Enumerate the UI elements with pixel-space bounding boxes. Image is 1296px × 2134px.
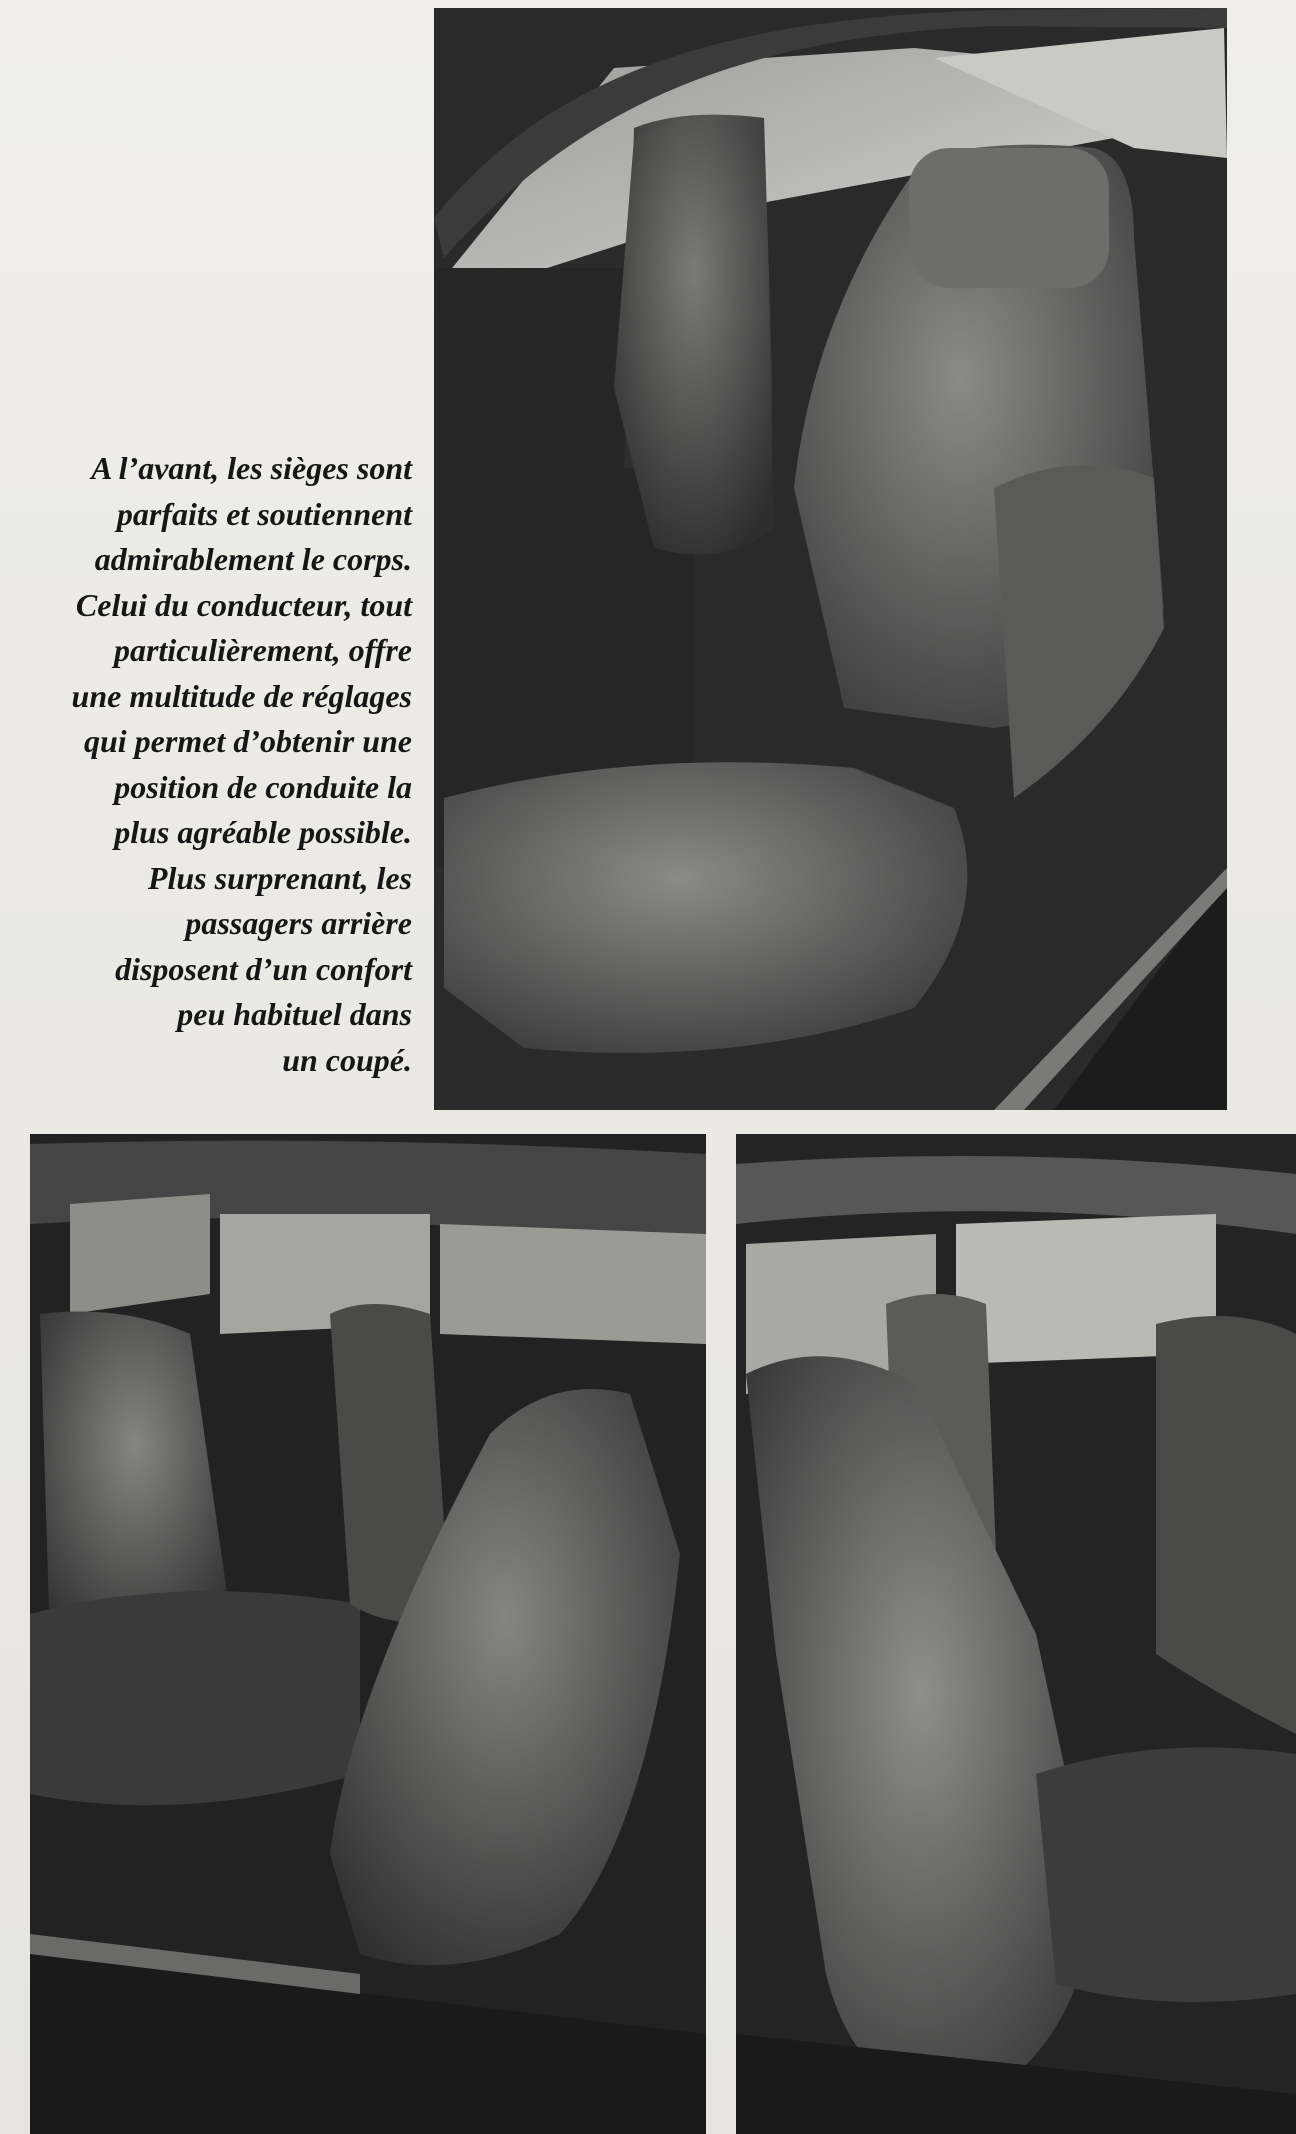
rear-seats-right-photo — [736, 1134, 1296, 2134]
caption-line: une multitude de réglages — [71, 677, 412, 714]
caption-line: position de conduite la — [114, 768, 412, 805]
caption-line: peu habituel dans — [177, 996, 412, 1032]
rear-seats-left-photo — [30, 1134, 706, 2134]
caption-line: admirablement le corps. — [94, 541, 412, 577]
caption-line: qui permet d’obtenir une — [83, 723, 412, 759]
caption-line: Celui du conducteur, tout — [75, 586, 412, 623]
rear-seats-right-image — [736, 1134, 1296, 2134]
front-seats-photo — [434, 8, 1227, 1110]
caption-line: particulièrement, offre — [113, 632, 412, 668]
caption-line: un coupé. — [282, 1041, 412, 1078]
front-seats-image — [434, 8, 1227, 1110]
caption-line: disposent d’un confort — [115, 950, 412, 987]
caption-line: plus agréable possible. — [114, 814, 412, 850]
caption-line: parfaits et soutiennent — [116, 495, 412, 532]
rear-seats-left-image — [30, 1134, 706, 2134]
caption-line: A l’avant, les sièges sont — [91, 450, 412, 486]
caption-line: Plus surprenant, les — [147, 859, 412, 896]
photo-caption — [12, 446, 412, 1083]
caption-line: passagers arrière — [185, 905, 412, 941]
